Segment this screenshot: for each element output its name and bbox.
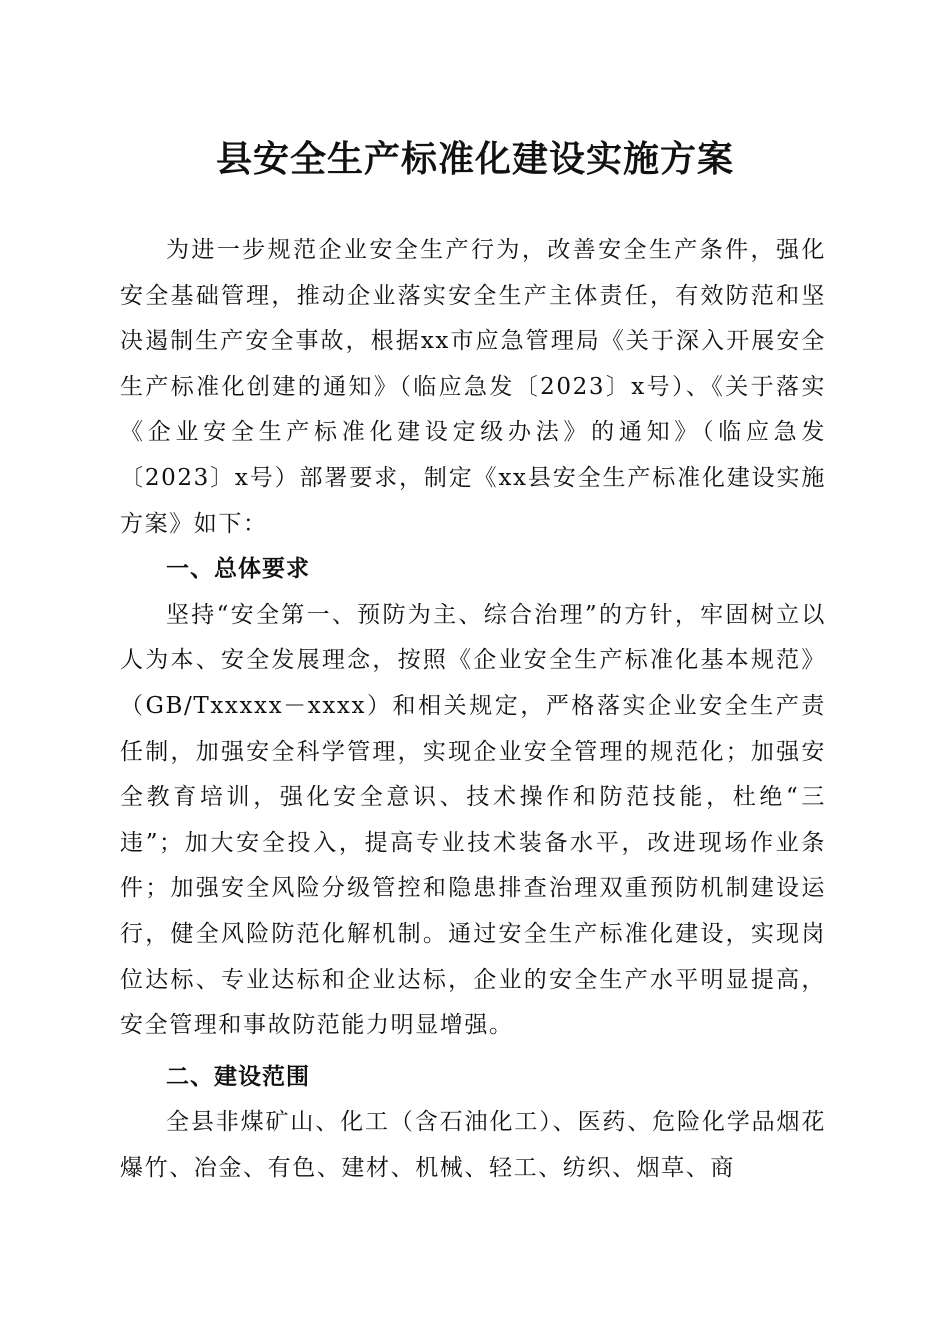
section-paragraph-construction-scope: 全县非煤矿山、化工（含石油化工）、医药、危险化学品烟花爆竹、冶金、有色、建材、机械、轻工、纺织、烟草、商 [120, 1109, 826, 1181]
section-heading-construction-scope: 二、建设范围 [166, 1063, 310, 1090]
document-body [120, 228, 826, 1191]
section-heading-general-requirements: 一、总体要求 [166, 556, 310, 583]
intro-paragraph: 为进一步规范企业安全生产行为，改善安全生产条件，强化安全基础管理，推动企业落实安全生产主体责任，有效防范和坚决遏制生产安全事故，根据xx市应急管理局《关于深入开展安全生产标准化创建的通知》（临应急发〔2023〕x号）、《关于落实《企业安全生产标准化建设定级办法》的通知》（临应急发〔2023〕x号）部署要求，制定《xx县安全生产标准化建设实施方案》如下： [120, 237, 826, 537]
section-paragraph-general-requirements: 坚持“安全第一、预防为主、综合治理”的方针，牢固树立以人为本、安全发展理念，按照《企业安全生产标准化基本规范》（GB/Txxxxx－xxxx）和相关规定，严格落实企业安全生产责任制，加强安全科学管理，实现企业安全管理的规范化；加强安全教育培训，强化安全意识、技术操作和防范技能，杜绝“三违”；加大安全投入，提高专业技术装备水平，改进现场作业条件；加强安全风险分级管控和隐患排查治理双重预防机制建设运行，健全风险防范化解机制。通过安全生产标准化建设，实现岗位达标、专业达标和企业达标，企业的安全生产水平明显提高，安全管理和事故防范能力明显增强。 [120, 601, 826, 1039]
document-title: 县安全生产标准化建设实施方案 [215, 139, 734, 180]
